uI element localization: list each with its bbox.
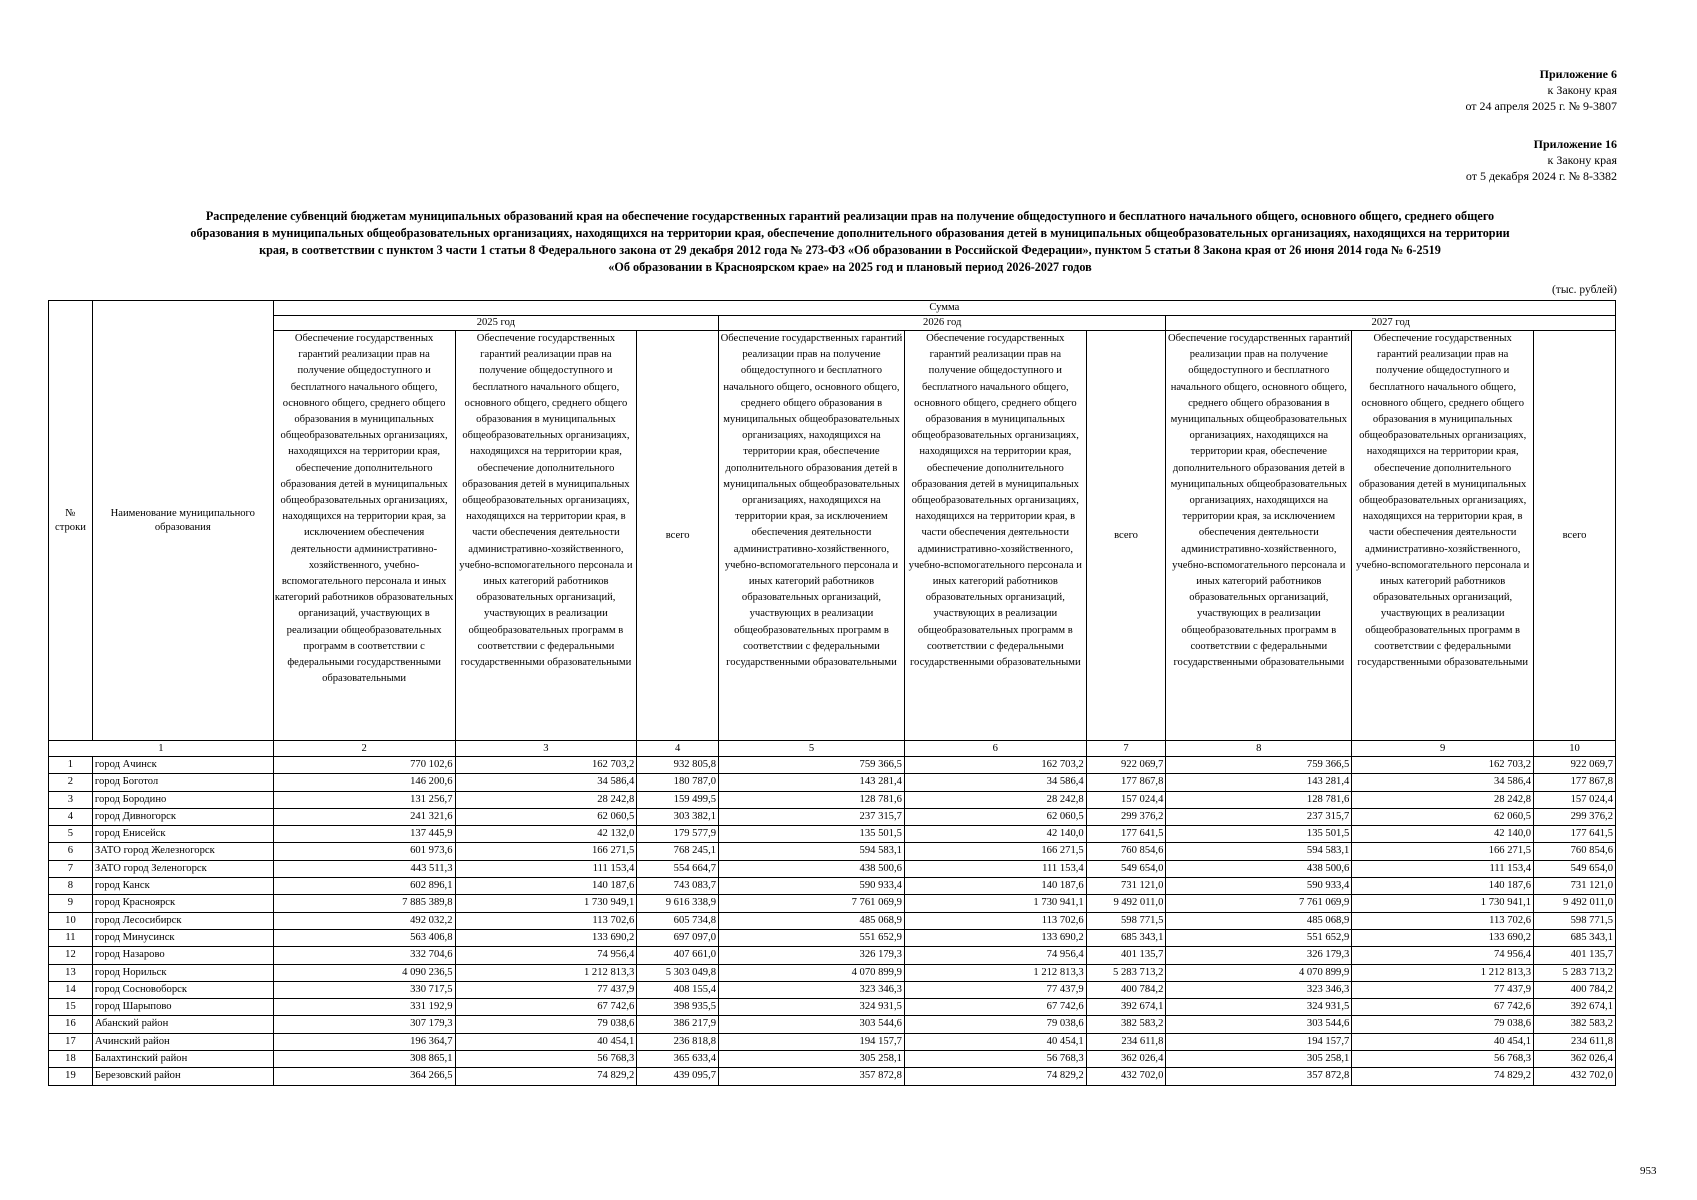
column-number: 4 — [637, 741, 719, 757]
amount-cell: 74 829,2 — [1352, 1068, 1534, 1085]
row-number-cell: 17 — [49, 1033, 93, 1050]
amount-cell: 549 654,0 — [1534, 860, 1616, 877]
amount-cell: 162 703,2 — [904, 757, 1086, 774]
amount-cell: 357 872,8 — [719, 1068, 905, 1085]
amount-cell: 177 641,5 — [1086, 826, 1166, 843]
amount-cell: 598 771,5 — [1534, 912, 1616, 929]
annex-6-reference — [1465, 66, 1617, 114]
column-number: 2 — [273, 741, 455, 757]
amount-cell: 177 867,8 — [1086, 774, 1166, 791]
amount-cell: 305 258,1 — [1166, 1051, 1352, 1068]
amount-cell: 42 140,0 — [1352, 826, 1534, 843]
document-title — [55, 208, 1645, 276]
amount-cell: 485 068,9 — [719, 912, 905, 929]
title-line: края, в соответствии с пунктом 3 части 1 статьи 8 Федерального закона от 29 декабря 2012 года № 273-ФЗ «Об образовании в Российской Федерации», пунктом 5 статьи 8 Закона края от 26 июня 2014 года № 6-2519 — [259, 243, 1441, 257]
column-number: 6 — [904, 741, 1086, 757]
amount-cell: 7 761 069,9 — [719, 895, 905, 912]
amount-cell: 549 654,0 — [1086, 860, 1166, 877]
amount-cell: 439 095,7 — [637, 1068, 719, 1085]
amount-cell: 131 256,7 — [273, 791, 455, 808]
amount-cell: 74 956,4 — [904, 947, 1086, 964]
amount-cell: 731 121,0 — [1086, 878, 1166, 895]
amount-cell: 159 499,5 — [637, 791, 719, 808]
amount-cell: 4 070 899,9 — [1166, 964, 1352, 981]
amount-cell: 308 865,1 — [273, 1051, 455, 1068]
amount-cell: 770 102,6 — [273, 757, 455, 774]
amount-cell: 74 956,4 — [455, 947, 637, 964]
municipality-name-cell: город Красноярск — [92, 895, 273, 912]
row-number-cell: 10 — [49, 912, 93, 929]
amount-cell: 731 121,0 — [1534, 878, 1616, 895]
amount-cell: 135 501,5 — [719, 826, 905, 843]
amount-cell: 62 060,5 — [904, 808, 1086, 825]
table-row — [49, 895, 1616, 912]
table-row — [49, 999, 1616, 1016]
row-number-cell: 3 — [49, 791, 93, 808]
row-number-cell: 14 — [49, 981, 93, 998]
amount-cell: 331 192,9 — [273, 999, 455, 1016]
header-desc-support-staff: Обеспечение государственных гарантий реализации прав на получение общедоступного и бесплатного начального общего, основного общего, среднего общего образования в муниципальных общеобразовательных организациях, находящихся на территории края, обеспечение дополнительного образования детей в муниципальных общеобразовательных организациях, находящихся на территории края, в части обеспечения деятельности административно-хозяйственного, учебно-вспомогательного персонала и иных категорий работников образовательных организаций, участвующих в реализации общеобразовательных программ в соответствии с федеральными государственными образовательными — [904, 331, 1086, 741]
amount-cell: 162 703,2 — [1352, 757, 1534, 774]
header-year-2026: 2026 год — [719, 316, 1166, 331]
amount-cell: 56 768,3 — [1352, 1051, 1534, 1068]
municipality-name-cell: город Сосновоборск — [92, 981, 273, 998]
table-row — [49, 860, 1616, 877]
header-row-number: № строки — [49, 301, 93, 741]
amount-cell: 326 179,3 — [719, 947, 905, 964]
amount-cell: 602 896,1 — [273, 878, 455, 895]
amount-cell: 563 406,8 — [273, 929, 455, 946]
header-desc-main: Обеспечение государственных гарантий реализации прав на получение общедоступного и бесплатного начального общего, основного общего, среднего общего образования в муниципальных общеобразовательных организациях, находящихся на территории края, обеспечение дополнительного образования детей в муниципальных общеобразовательных организациях, находящихся на территории края, за исключением обеспечения деятельности административно-хозяйственного, учебно-вспомогательного персонала и иных категорий работников образовательных организаций, участвующих в реализации общеобразовательных программ в соответствии с федеральными государственными образовательными — [273, 331, 455, 741]
municipality-name-cell: город Канск — [92, 878, 273, 895]
amount-cell: 56 768,3 — [904, 1051, 1086, 1068]
amount-cell: 443 511,3 — [273, 860, 455, 877]
amount-cell: 386 217,9 — [637, 1016, 719, 1033]
amount-cell: 128 781,6 — [1166, 791, 1352, 808]
amount-cell: 398 935,5 — [637, 999, 719, 1016]
amount-cell: 140 187,6 — [904, 878, 1086, 895]
row-number-cell: 7 — [49, 860, 93, 877]
amount-cell: 111 153,4 — [904, 860, 1086, 877]
amount-cell: 401 135,7 — [1086, 947, 1166, 964]
amount-cell: 330 717,5 — [273, 981, 455, 998]
page-number: 953 — [1640, 1165, 1657, 1177]
table-row — [49, 808, 1616, 825]
amount-cell: 685 343,1 — [1534, 929, 1616, 946]
amount-cell: 143 281,4 — [1166, 774, 1352, 791]
amount-cell: 551 652,9 — [719, 929, 905, 946]
amount-cell: 137 445,9 — [273, 826, 455, 843]
amount-cell: 28 242,8 — [904, 791, 1086, 808]
title-line: «Об образовании в Красноярском крае» на 2025 год и плановый период 2026-2027 годов — [608, 260, 1092, 274]
amount-cell: 67 742,6 — [904, 999, 1086, 1016]
amount-cell: 79 038,6 — [904, 1016, 1086, 1033]
amount-cell: 392 674,1 — [1534, 999, 1616, 1016]
amount-cell: 40 454,1 — [1352, 1033, 1534, 1050]
amount-cell: 303 544,6 — [719, 1016, 905, 1033]
column-number: 7 — [1086, 741, 1166, 757]
amount-cell: 166 271,5 — [904, 843, 1086, 860]
amount-cell: 303 382,1 — [637, 808, 719, 825]
amount-cell: 234 611,8 — [1086, 1033, 1166, 1050]
amount-cell: 326 179,3 — [1166, 947, 1352, 964]
amount-cell: 932 805,8 — [637, 757, 719, 774]
amount-cell: 357 872,8 — [1166, 1068, 1352, 1085]
amount-cell: 1 730 941,1 — [904, 895, 1086, 912]
column-number: 10 — [1534, 741, 1616, 757]
amount-cell: 5 303 049,8 — [637, 964, 719, 981]
column-number-row — [49, 741, 1616, 757]
amount-cell: 400 784,2 — [1534, 981, 1616, 998]
amount-cell: 166 271,5 — [1352, 843, 1534, 860]
header-year-2027: 2027 год — [1166, 316, 1616, 331]
amount-cell: 332 704,6 — [273, 947, 455, 964]
amount-cell: 5 283 713,2 — [1086, 964, 1166, 981]
amount-cell: 67 742,6 — [455, 999, 637, 1016]
amount-cell: 408 155,4 — [637, 981, 719, 998]
amount-cell: 590 933,4 — [1166, 878, 1352, 895]
column-number: 1 — [49, 741, 274, 757]
header-total: всего — [1086, 331, 1166, 741]
amount-cell: 323 346,3 — [1166, 981, 1352, 998]
amount-cell: 62 060,5 — [455, 808, 637, 825]
municipality-name-cell: ЗАТО город Железногорск — [92, 843, 273, 860]
amount-cell: 5 283 713,2 — [1534, 964, 1616, 981]
amount-cell: 133 690,2 — [1352, 929, 1534, 946]
amount-cell: 365 633,4 — [637, 1051, 719, 1068]
row-number-cell: 5 — [49, 826, 93, 843]
amount-cell: 594 583,1 — [719, 843, 905, 860]
amount-cell: 594 583,1 — [1166, 843, 1352, 860]
amount-cell: 40 454,1 — [455, 1033, 637, 1050]
amount-cell: 323 346,3 — [719, 981, 905, 998]
amount-cell: 407 661,0 — [637, 947, 719, 964]
column-number: 3 — [455, 741, 637, 757]
amount-cell: 128 781,6 — [719, 791, 905, 808]
amount-cell: 362 026,4 — [1534, 1051, 1616, 1068]
amount-cell: 768 245,1 — [637, 843, 719, 860]
amount-cell: 492 032,2 — [273, 912, 455, 929]
amount-cell: 400 784,2 — [1086, 981, 1166, 998]
amount-cell: 28 242,8 — [1352, 791, 1534, 808]
amount-cell: 605 734,8 — [637, 912, 719, 929]
annex-title: Приложение 6 — [1539, 67, 1617, 81]
column-number: 8 — [1166, 741, 1352, 757]
amount-cell: 74 829,2 — [455, 1068, 637, 1085]
header-year-2025: 2025 год — [273, 316, 718, 331]
amount-cell: 62 060,5 — [1352, 808, 1534, 825]
annex-line: к Закону края — [1547, 83, 1617, 97]
amount-cell: 7 885 389,8 — [273, 895, 455, 912]
table-row — [49, 774, 1616, 791]
amount-cell: 67 742,6 — [1352, 999, 1534, 1016]
amount-cell: 760 854,6 — [1086, 843, 1166, 860]
amount-cell: 157 024,4 — [1534, 791, 1616, 808]
table-row — [49, 826, 1616, 843]
table-row — [49, 757, 1616, 774]
header-desc-main: Обеспечение государственных гарантий реализации прав на получение общедоступного и бесплатного начального общего, основного общего, среднего общего образования в муниципальных общеобразовательных организациях, находящихся на территории края, обеспечение дополнительного образования детей в муниципальных общеобразовательных организациях, находящихся на территории края, за исключением обеспечения деятельности административно-хозяйственного, учебно-вспомогательного персонала и иных категорий работников образовательных организаций, участвующих в реализации общеобразовательных программ в соответствии с федеральными государственными образовательными — [719, 331, 905, 741]
amount-cell: 922 069,7 — [1086, 757, 1166, 774]
amount-cell: 77 437,9 — [455, 981, 637, 998]
municipality-name-cell: город Лесосибирск — [92, 912, 273, 929]
municipality-name-cell: город Ачинск — [92, 757, 273, 774]
municipality-name-cell: город Назарово — [92, 947, 273, 964]
table-row — [49, 1033, 1616, 1050]
header-municipality-name: Наименование муниципального образования — [92, 301, 273, 741]
amount-cell: 598 771,5 — [1086, 912, 1166, 929]
amount-cell: 157 024,4 — [1086, 791, 1166, 808]
row-number-cell: 4 — [49, 808, 93, 825]
amount-cell: 760 854,6 — [1534, 843, 1616, 860]
amount-cell: 307 179,3 — [273, 1016, 455, 1033]
municipality-name-cell: город Бородино — [92, 791, 273, 808]
amount-cell: 382 583,2 — [1086, 1016, 1166, 1033]
amount-cell: 401 135,7 — [1534, 947, 1616, 964]
amount-cell: 305 258,1 — [719, 1051, 905, 1068]
header-desc-support-staff: Обеспечение государственных гарантий реализации прав на получение общедоступного и бесплатного начального общего, основного общего, среднего общего образования в муниципальных общеобразовательных организациях, находящихся на территории края, обеспечение дополнительного образования детей в муниципальных общеобразовательных организациях, находящихся на территории края, в части обеспечения деятельности административно-хозяйственного, учебно-вспомогательного персонала и иных категорий работников образовательных организаций, участвующих в реализации общеобразовательных программ в соответствии с федеральными государственными образовательными — [1352, 331, 1534, 741]
row-number-cell: 6 — [49, 843, 93, 860]
amount-cell: 143 281,4 — [719, 774, 905, 791]
amount-cell: 140 187,6 — [1352, 878, 1534, 895]
amount-cell: 237 315,7 — [1166, 808, 1352, 825]
column-number: 9 — [1352, 741, 1534, 757]
amount-cell: 77 437,9 — [904, 981, 1086, 998]
amount-cell: 303 544,6 — [1166, 1016, 1352, 1033]
annex-line: к Закону края — [1547, 153, 1617, 167]
amount-cell: 237 315,7 — [719, 808, 905, 825]
table-row — [49, 878, 1616, 895]
amount-cell: 74 956,4 — [1352, 947, 1534, 964]
amount-cell: 79 038,6 — [455, 1016, 637, 1033]
amount-cell: 241 321,6 — [273, 808, 455, 825]
amount-cell: 34 586,4 — [455, 774, 637, 791]
amount-cell: 196 364,7 — [273, 1033, 455, 1050]
amount-cell: 551 652,9 — [1166, 929, 1352, 946]
units-label: (тыс. рублей) — [1551, 284, 1617, 296]
row-number-cell: 18 — [49, 1051, 93, 1068]
amount-cell: 133 690,2 — [904, 929, 1086, 946]
amount-cell: 922 069,7 — [1534, 757, 1616, 774]
municipality-name-cell: ЗАТО город Зеленогорск — [92, 860, 273, 877]
row-number-cell: 9 — [49, 895, 93, 912]
amount-cell: 743 083,7 — [637, 878, 719, 895]
amount-cell: 299 376,2 — [1534, 808, 1616, 825]
table-row — [49, 1068, 1616, 1085]
municipality-name-cell: Березовский район — [92, 1068, 273, 1085]
table-row — [49, 1051, 1616, 1068]
municipality-name-cell: город Боготол — [92, 774, 273, 791]
municipality-name-cell: город Енисейск — [92, 826, 273, 843]
amount-cell: 135 501,5 — [1166, 826, 1352, 843]
header-total: всего — [637, 331, 719, 741]
amount-cell: 1 730 941,1 — [1352, 895, 1534, 912]
annex-line: от 24 апреля 2025 г. № 9-3807 — [1465, 99, 1617, 113]
annex-16-reference — [1466, 136, 1617, 184]
amount-cell: 7 761 069,9 — [1166, 895, 1352, 912]
subsidy-table — [48, 300, 1616, 1086]
amount-cell: 79 038,6 — [1352, 1016, 1534, 1033]
amount-cell: 324 931,5 — [719, 999, 905, 1016]
amount-cell: 42 132,0 — [455, 826, 637, 843]
municipality-name-cell: Ачинский район — [92, 1033, 273, 1050]
table-row — [49, 929, 1616, 946]
header-total: всего — [1534, 331, 1616, 741]
annex-title: Приложение 16 — [1533, 137, 1617, 151]
amount-cell: 438 500,6 — [719, 860, 905, 877]
header-desc-support-staff: Обеспечение государственных гарантий реализации прав на получение общедоступного и бесплатного начального общего, основного общего, среднего общего образования в муниципальных общеобразовательных организациях, находящихся на территории края, обеспечение дополнительного образования детей в муниципальных общеобразовательных организациях, находящихся на территории края, в части обеспечения деятельности административно-хозяйственного, учебно-вспомогательного персонала и иных категорий работников образовательных организаций, участвующих в реализации общеобразовательных программ в соответствии с федеральными государственными образовательными — [455, 331, 637, 741]
amount-cell: 166 271,5 — [455, 843, 637, 860]
amount-cell: 74 829,2 — [904, 1068, 1086, 1085]
amount-cell: 146 200,6 — [273, 774, 455, 791]
title-line: Распределение субвенций бюджетам муниципальных образований края на обеспечение государственных гарантий реализации прав на получение общедоступного и бесплатного начального общего, основного общего, среднего общего — [205, 209, 1495, 223]
municipality-name-cell: Абанский район — [92, 1016, 273, 1033]
amount-cell: 601 973,6 — [273, 843, 455, 860]
amount-cell: 432 702,0 — [1086, 1068, 1166, 1085]
amount-cell: 1 212 813,3 — [1352, 964, 1534, 981]
amount-cell: 364 266,5 — [273, 1068, 455, 1085]
amount-cell: 236 818,8 — [637, 1033, 719, 1050]
amount-cell: 485 068,9 — [1166, 912, 1352, 929]
amount-cell: 177 867,8 — [1534, 774, 1616, 791]
row-number-cell: 19 — [49, 1068, 93, 1085]
amount-cell: 697 097,0 — [637, 929, 719, 946]
row-number-cell: 1 — [49, 757, 93, 774]
amount-cell: 392 674,1 — [1086, 999, 1166, 1016]
amount-cell: 180 787,0 — [637, 774, 719, 791]
table-row — [49, 964, 1616, 981]
amount-cell: 194 157,7 — [1166, 1033, 1352, 1050]
row-number-cell: 16 — [49, 1016, 93, 1033]
table-body — [49, 757, 1616, 1086]
amount-cell: 4 090 236,5 — [273, 964, 455, 981]
amount-cell: 34 586,4 — [904, 774, 1086, 791]
row-number-cell: 12 — [49, 947, 93, 964]
amount-cell: 759 366,5 — [1166, 757, 1352, 774]
table-row — [49, 1016, 1616, 1033]
amount-cell: 432 702,0 — [1534, 1068, 1616, 1085]
amount-cell: 34 586,4 — [1352, 774, 1534, 791]
amount-cell: 140 187,6 — [455, 878, 637, 895]
amount-cell: 9 616 338,9 — [637, 895, 719, 912]
amount-cell: 234 611,8 — [1534, 1033, 1616, 1050]
amount-cell: 162 703,2 — [455, 757, 637, 774]
municipality-name-cell: город Дивногорск — [92, 808, 273, 825]
row-number-cell: 2 — [49, 774, 93, 791]
amount-cell: 113 702,6 — [904, 912, 1086, 929]
column-number: 5 — [719, 741, 905, 757]
amount-cell: 1 212 813,3 — [455, 964, 637, 981]
amount-cell: 113 702,6 — [455, 912, 637, 929]
amount-cell: 685 343,1 — [1086, 929, 1166, 946]
amount-cell: 299 376,2 — [1086, 808, 1166, 825]
table-row — [49, 912, 1616, 929]
amount-cell: 362 026,4 — [1086, 1051, 1166, 1068]
table-row — [49, 947, 1616, 964]
annex-line: от 5 декабря 2024 г. № 8-3382 — [1465, 169, 1617, 183]
amount-cell: 9 492 011,0 — [1534, 895, 1616, 912]
amount-cell: 194 157,7 — [719, 1033, 905, 1050]
amount-cell: 77 437,9 — [1352, 981, 1534, 998]
amount-cell: 554 664,7 — [637, 860, 719, 877]
amount-cell: 111 153,4 — [455, 860, 637, 877]
header-desc-main: Обеспечение государственных гарантий реализации прав на получение общедоступного и бесплатного начального общего, основного общего, среднего общего образования в муниципальных общеобразовательных организациях, находящихся на территории края, обеспечение дополнительного образования детей в муниципальных общеобразовательных организациях, находящихся на территории края, за исключением обеспечения деятельности административно-хозяйственного, учебно-вспомогательного персонала и иных категорий работников образовательных организаций, участвующих в реализации общеобразовательных программ в соответствии с федеральными государственными образовательными — [1166, 331, 1352, 741]
amount-cell: 40 454,1 — [904, 1033, 1086, 1050]
header-sum: Сумма — [273, 301, 1615, 316]
amount-cell: 1 212 813,3 — [904, 964, 1086, 981]
amount-cell: 28 242,8 — [455, 791, 637, 808]
municipality-name-cell: Балахтинский район — [92, 1051, 273, 1068]
amount-cell: 113 702,6 — [1352, 912, 1534, 929]
amount-cell: 382 583,2 — [1534, 1016, 1616, 1033]
row-number-cell: 13 — [49, 964, 93, 981]
amount-cell: 179 577,9 — [637, 826, 719, 843]
row-number-cell: 15 — [49, 999, 93, 1016]
amount-cell: 590 933,4 — [719, 878, 905, 895]
amount-cell: 9 492 011,0 — [1086, 895, 1166, 912]
table-row — [49, 981, 1616, 998]
amount-cell: 111 153,4 — [1352, 860, 1534, 877]
table-row — [49, 843, 1616, 860]
amount-cell: 4 070 899,9 — [719, 964, 905, 981]
municipality-name-cell: город Норильск — [92, 964, 273, 981]
amount-cell: 133 690,2 — [455, 929, 637, 946]
amount-cell: 42 140,0 — [904, 826, 1086, 843]
amount-cell: 56 768,3 — [455, 1051, 637, 1068]
amount-cell: 1 730 949,1 — [455, 895, 637, 912]
row-number-cell: 11 — [49, 929, 93, 946]
row-number-cell: 8 — [49, 878, 93, 895]
amount-cell: 759 366,5 — [719, 757, 905, 774]
amount-cell: 324 931,5 — [1166, 999, 1352, 1016]
amount-cell: 177 641,5 — [1534, 826, 1616, 843]
municipality-name-cell: город Минусинск — [92, 929, 273, 946]
title-line: образования в муниципальных общеобразовательных организациях, находящихся на территории края, обеспечение дополнительного образования детей в муниципальных общеобразовательных организациях, находящихся на территории — [190, 226, 1510, 240]
municipality-name-cell: город Шарыпово — [92, 999, 273, 1016]
amount-cell: 438 500,6 — [1166, 860, 1352, 877]
table-row — [49, 791, 1616, 808]
